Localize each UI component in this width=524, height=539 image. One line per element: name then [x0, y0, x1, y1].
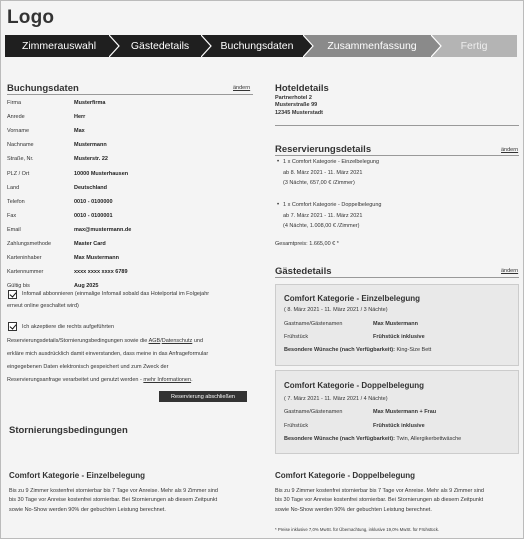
datenschutz-link[interactable]: Datenschutz: [161, 338, 193, 344]
step-label: Fertig: [460, 40, 488, 52]
terms-text: und: [192, 338, 204, 344]
field-value: Max Mustermann: [74, 255, 119, 262]
edit-guests-link[interactable]: ändern: [501, 268, 519, 274]
field-value: max@mustermann.de: [74, 226, 132, 233]
step-buchungsdaten[interactable]: [201, 35, 313, 57]
field-label: Gültig bis: [7, 283, 30, 290]
breakfast-label: Frühstück: [284, 423, 309, 429]
field-value: Max: [74, 128, 85, 135]
field-value: Master Card: [74, 241, 106, 247]
wishes-row: [284, 436, 461, 442]
step-fertig: [431, 35, 517, 57]
guest-name-label: Gastname/Gästenamen: [284, 409, 343, 415]
edit-booking-link[interactable]: ändern: [233, 85, 251, 91]
divider: [275, 277, 519, 278]
terms-text-line: [7, 336, 203, 348]
divider: [7, 94, 253, 95]
hotel-address: [275, 95, 323, 117]
field-label: Anrede: [7, 114, 25, 121]
field-value: 0010 - 0100001: [74, 212, 113, 219]
wishes-row: [284, 347, 431, 353]
reservation-room: 1 x Comfort Kategorie - Doppelbelegung: [283, 202, 382, 208]
field-label: PLZ / Ort: [7, 170, 30, 177]
cancellation-text-line: bis 30 Tage vor Anreise kostenfrei stornierbar. Bei Stornierungen ab diesem Zeitpunkt: [275, 497, 484, 504]
hotel-name: Partnerhotel 2: [275, 95, 312, 101]
breakfast-value: Frühstück inklusive: [373, 334, 425, 340]
terms-text-line: [7, 375, 193, 387]
hotel-street: Musterstraße 99: [275, 102, 318, 109]
newsletter-checkbox[interactable]: [8, 290, 17, 299]
cancellation-text-line: sowie No-Show werden 90% der gebuchten Leistung berechnet.: [275, 506, 432, 513]
wishes-label: Besondere Wünsche (nach Verfügbarkeit):: [284, 347, 395, 353]
terms-text: Reservierungsdetails/Stornierungsbedingungen sowie die: [7, 338, 149, 344]
field-label: Kartennummer: [7, 269, 44, 276]
terms-text: .: [191, 377, 193, 383]
card-title: Comfort Kategorie - Doppelbelegung: [284, 381, 424, 390]
guest-card: [275, 284, 519, 366]
card-dates: ( 7. März 2021 - 11. März 2021 / 4 Nächte): [284, 396, 388, 402]
newsletter-label: Infomail abbonnieren (einmalige Infomail sobald das Hotelportal im Folgejahr: [22, 291, 210, 297]
field-value: Musterstr. 22: [74, 156, 108, 163]
guest-name-value: Max Mustermann: [373, 321, 418, 327]
wishes-label: Besondere Wünsche (nach Verfügbarkeit):: [284, 436, 395, 442]
field-label: Fax: [7, 212, 17, 219]
step-zusammenfassung: [303, 35, 441, 57]
hotel-details-heading: Hoteldetails: [275, 83, 329, 94]
reservation-item: [283, 157, 379, 189]
terms-slash: /: [160, 338, 162, 344]
reservation-room: 1 x Comfort Kategorie - Einzelbelegung: [283, 159, 379, 165]
cancellation-text-line: bis 30 Tage vor Anreise kostenfrei stornierbar. Bei Stornierungen ab diesem Zeitpunkt: [9, 497, 218, 504]
reservation-price: (4 Nächte, 1.008,00 € /Zimmer): [283, 223, 360, 230]
reservation-dates: ab 8. März 2021 - 11. März 2021: [283, 169, 363, 176]
field-label: Straße, Nr.: [7, 156, 34, 163]
total-price: Gesamtpreis: 1.665,00 € *: [275, 241, 339, 247]
reservation-dates: ab 7. März 2021 - 11. März 2021: [283, 212, 363, 219]
newsletter-label-cont: erneut online geschaltet wird): [7, 303, 79, 309]
field-value: 0010 - 0100000: [74, 198, 113, 205]
field-value: 10000 Musterhausen: [74, 170, 129, 177]
field-value: Aug 2025: [74, 283, 99, 290]
card-title: Comfort Kategorie - Einzelbelegung: [284, 294, 421, 303]
field-value: xxxx xxxx xxxx 6789: [74, 269, 128, 276]
logo[interactable]: Logo: [7, 7, 55, 28]
cancellation-left-text: [9, 487, 218, 515]
agb-link[interactable]: AGB: [148, 338, 161, 344]
bullet-icon: •: [277, 202, 280, 208]
divider: [275, 155, 519, 156]
guest-name-label: Gastname/Gästenamen: [284, 321, 343, 327]
cancellation-left-title: Comfort Kategorie - Einzelbelegung: [9, 471, 146, 480]
guest-card: [275, 370, 519, 454]
price-footnote: * Preise inklusive 7,0% MwSt. für Übernachtung, inklusive 19,0% MwSt. für Frühstück.: [275, 527, 440, 532]
field-value: Deutschland: [74, 184, 108, 191]
wishes-value: King-Size Bett: [396, 347, 432, 353]
field-label: Telefon: [7, 198, 25, 205]
step-zimmerauswahl[interactable]: [5, 35, 119, 57]
guest-name-value: Max Mustermann + Frau: [373, 409, 437, 415]
field-label: Karteninhaber: [7, 255, 42, 262]
wishes-value: Twin, Allergikerbettwäsche: [396, 436, 462, 442]
hotel-city: 12345 Musterstadt: [275, 109, 323, 116]
field-value: Musterfirma: [74, 100, 106, 106]
booking-steps: [5, 35, 517, 57]
guest-details-heading: Gästedetails: [275, 266, 332, 277]
terms-text-line: erkläre mich ausdrücklich damit einverstanden, dass meine in das Anfrageformular: [7, 351, 209, 357]
reservation-price: (3 Nächte, 657,00 € /Zimmer): [283, 180, 355, 187]
cancellation-text-line: sowie No-Show werden 90% der gebuchten Leistung berechnet.: [9, 506, 166, 513]
step-label: Zimmerauswahl: [21, 40, 97, 52]
step-gaestedetails[interactable]: [109, 35, 211, 57]
terms-label: Ich akzeptiere die rechts aufgeführten: [22, 324, 115, 330]
field-value: Herr: [74, 114, 86, 121]
field-label: Email: [7, 226, 21, 233]
field-label: Nachname: [7, 142, 34, 149]
booking-data-heading: Buchungsdaten: [7, 83, 79, 94]
card-dates: ( 8. März 2021 - 11. März 2021 / 3 Nächte): [284, 307, 388, 313]
cancellation-right-title: Comfort Kategorie - Doppelbelegung: [275, 471, 415, 480]
field-label: Land: [7, 184, 20, 191]
terms-checkbox[interactable]: [8, 322, 17, 331]
breakfast-label: Frühstück: [284, 334, 309, 340]
terms-text-line: eingegebenen Daten elektronisch gespeichert und zum Zweck der: [7, 364, 169, 370]
field-label: Firma: [7, 100, 22, 106]
cancellation-heading: Stornierungsbedingungen: [9, 425, 128, 436]
cancellation-text-line: Bis zu 9 Zimmer kostenfrei stornierbar bis 7 Tage vor Anreise. Mehr als 9 Zimmer sind: [275, 488, 484, 494]
edit-reservation-link[interactable]: ändern: [501, 147, 519, 153]
field-label: Vorname: [7, 128, 30, 135]
breakfast-value: Frühstück inklusive: [373, 423, 425, 429]
bullet-icon: •: [277, 159, 280, 165]
reservation-item: [283, 200, 381, 232]
more-info-link[interactable]: mehr Informationen: [143, 377, 192, 383]
cancellation-right-text: [275, 487, 484, 515]
step-label: Zusammenfassung: [327, 40, 417, 52]
step-label: Gästedetails: [130, 40, 190, 52]
step-label: Buchungsdaten: [220, 40, 294, 52]
field-value: Mustermann: [74, 142, 107, 149]
reservation-details-heading: Reservierungsdetails: [275, 144, 372, 155]
complete-reservation-button[interactable]: Reservierung abschließen: [159, 391, 247, 402]
field-label: Zahlungsmethode: [7, 241, 52, 247]
divider: [275, 125, 519, 126]
cancellation-text-line: Bis zu 9 Zimmer kostenfrei stornierbar bis 7 Tage vor Anreise. Mehr als 9 Zimmer sind: [9, 488, 218, 494]
terms-text: Reservierungsanfrage verarbeitet und genutzt werden -: [7, 377, 144, 383]
